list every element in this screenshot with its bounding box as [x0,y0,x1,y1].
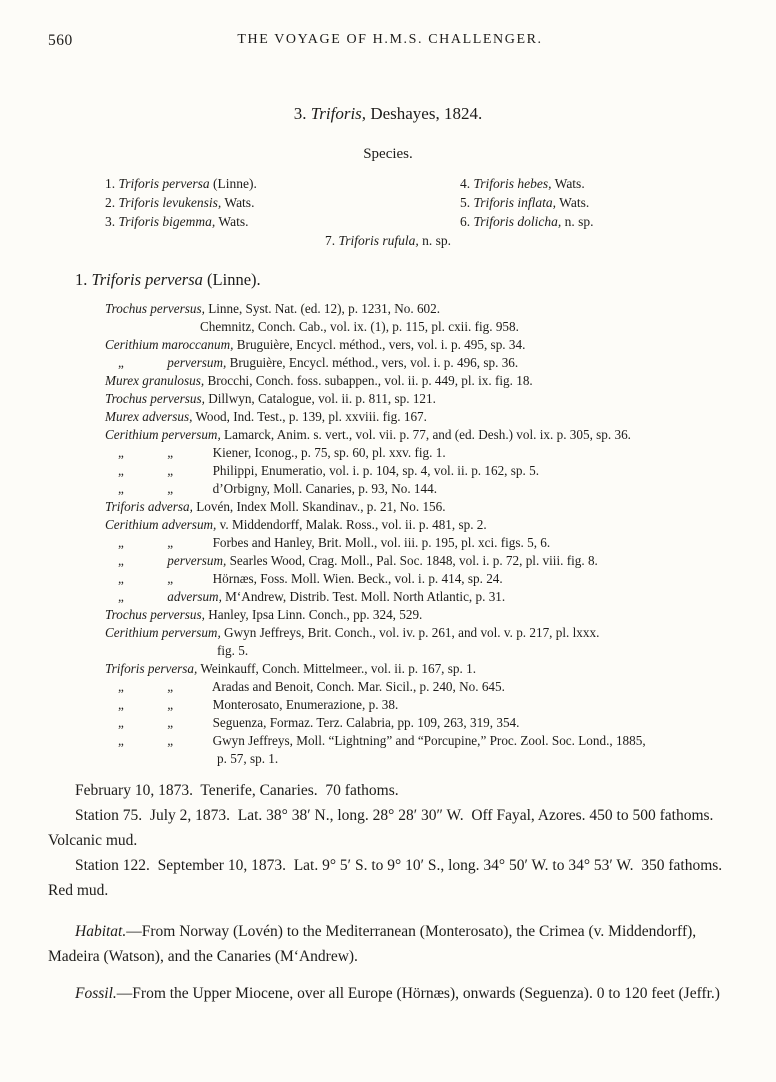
species-list-left-column [105,174,257,231]
ditto-mark: „ [167,481,174,496]
genus-author: Deshayes, 1824. [370,104,483,123]
synonymy-entry [105,696,742,714]
genus-heading [0,102,776,126]
synonymy-entry [105,678,742,696]
record-paragraph: February 10, 1873. Tenerife, Canaries. 70 fathoms. [75,782,399,799]
synonymy-entry [105,570,742,588]
synonymy-entry [105,516,742,534]
citation-text: Chemnitz, Conch. Cab., vol. ix. (1), p. 115, pl. cxii. fig. 958. [200,319,519,334]
species-list-right-column [460,174,594,231]
synonymy-entry [105,498,742,516]
synonymy-entry [105,534,742,552]
species-name: perversum, [167,355,227,370]
habitat-text: —From Norway (Lovén) to the Mediterranean (Monterosato), the Crimea (v. Middendorff), Madeira (Watson), and the Canaries (M‘Andrew). [48,923,697,965]
synonymy-entry [105,462,742,480]
citation-text: Monterosato, Enumerazione, p. 38. [212,697,399,712]
species-name: Triforis hebes, [473,176,552,191]
ditto-mark: „ [167,463,174,478]
species-number: 3. [105,214,116,229]
section-author: (Linne). [207,270,261,289]
citation-text: Bruguière, Encycl. méthod., vers, vol. i. p. 496, sp. 36. [229,355,519,370]
citation-text: Brocchi, Conch. foss. subappen., vol. ii. p. 449, pl. ix. fig. 18. [207,373,533,388]
species-name: Triforis levukensis, [118,195,222,210]
species-name: Triforis perversa [118,176,210,191]
station-records [48,778,734,903]
synonymy-entry [105,444,742,462]
fossil-label: Fossil. [75,985,117,1002]
citation-text: Lamarck, Anim. s. vert., vol. vii. p. 77, and (ed. Desh.) vol. ix. p. 305, sp. 36. [224,427,631,442]
synonymy-entry [105,552,742,570]
synonymy-entry [105,642,742,660]
species-name: Trochus perversus, [105,607,205,622]
running-title: THE VOYAGE OF H.M.S. CHALLENGER. [237,32,543,47]
species-name: Triforis rufula, [338,233,419,248]
citation-text: Weinkauff, Conch. Mittelmeer., vol. ii. p. 167, sp. 1. [200,661,476,676]
synonymy-entry [105,480,742,498]
genus-number: 3. [293,104,307,123]
species-list-item [460,193,594,212]
section-heading [75,268,776,292]
synonymy-entry [105,336,742,354]
ditto-mark: „ [167,571,174,586]
citation-text: Seguenza, Formaz. Terz. Calabria, pp. 109, 263, 319, 354. [212,715,520,730]
synonymy-entry [105,588,742,606]
species-name: adversum, [167,589,222,604]
species-label: Species. [363,146,413,162]
species-author: Wats. [554,176,585,191]
ditto-mark: „ [118,553,124,568]
species-number: 4. [460,176,471,191]
habitat-label: Habitat. [75,923,127,940]
synonymy-entry [105,714,742,732]
species-list-item-center [0,231,776,250]
ditto-mark: „ [118,589,124,604]
species-name: Triforis perversa, [105,661,198,676]
synonymy-entry [105,624,742,642]
citation-text: Searles Wood, Crag. Moll., Pal. Soc. 1848, vol. i. p. 72, pl. viii. fig. 8. [229,553,598,568]
ditto-mark: „ [167,679,174,694]
ditto-mark: „ [167,445,174,460]
citation-text: Linne, Syst. Nat. (ed. 12), p. 1231, No. 602. [208,301,441,316]
species-author: Wats. [559,195,590,210]
species-name: Triforis inflata, [473,195,557,210]
species-number: 1. [105,176,116,191]
species-list-item [460,174,594,193]
species-name: perversum, [167,553,227,568]
section-species-name: Triforis perversa [91,270,203,289]
species-author: (Linne). [213,176,257,191]
synonymy-entry [105,390,742,408]
citation-text: Dillwyn, Catalogue, vol. ii. p. 811, sp. 121. [208,391,436,406]
citation-text: M‘Andrew, Distrib. Test. Moll. North Atlantic, p. 31. [225,589,506,604]
species-number: 7. [324,233,336,248]
species-list [0,174,776,231]
ditto-mark: „ [118,571,124,586]
genus-name: Triforis, [310,104,367,123]
species-name: Murex granulosus, [105,373,205,388]
species-list-item [105,212,257,231]
ditto-mark: „ [118,481,124,496]
record-paragraph: Station 122. September 10, 1873. Lat. 9° 5′ S. to 9° 10′ S., long. 34° 50′ W. to 34° 53′ W. 350 fathoms. Red mud. [48,857,730,899]
ditto-mark: „ [118,733,124,748]
ditto-mark: „ [118,715,124,730]
citation-text: Hanley, Ipsa Linn. Conch., pp. 324, 529. [208,607,423,622]
species-list-item [105,193,257,212]
running-head [48,32,732,52]
species-name: Trochus perversus, [105,301,205,316]
species-number: 2. [105,195,116,210]
citation-text: Gwyn Jeffreys, Brit. Conch., vol. iv. p. 261, and vol. v. p. 217, pl. lxxx. [224,625,600,640]
citation-text: v. Middendorff, Malak. Ross., vol. ii. p. 481, sp. 2. [219,517,487,532]
species-name: Triforis dolicha, [473,214,562,229]
citation-text: Kiener, Iconog., p. 75, sp. 60, pl. xxv. fig. 1. [212,445,446,460]
citation-text: p. 57, sp. 1. [217,751,279,766]
citation-text: Gwyn Jeffreys, Moll. “Lightning” and “Porcupine,” Proc. Zool. Soc. Lond., 1885, [212,733,646,748]
habitat-paragraph [48,919,734,969]
species-author: n. sp. [422,233,452,248]
page-number: 560 [48,32,73,49]
species-author: Wats. [218,214,249,229]
fossil-text: —From the Upper Miocene, over all Europe (Hörnæs), onwards (Seguenza). 0 to 120 feet (Jeffr.) [116,985,720,1002]
section-number: 1. [75,270,88,289]
species-number: 6. [460,214,471,229]
ditto-mark: „ [167,697,174,712]
species-name: Cerithium perversum, [105,625,221,640]
ditto-mark: „ [118,535,124,550]
species-name: Cerithium perversum, [105,427,221,442]
citation-text: Philippi, Enumeratio, vol. i. p. 104, sp. 4, vol. ii. p. 162, sp. 5. [212,463,539,478]
ditto-mark: „ [167,715,174,730]
citation-text: Aradas and Benoit, Conch. Mar. Sicil., p. 240, No. 645. [211,679,505,694]
synonymy-entry [105,372,742,390]
synonymy-entry [105,318,742,336]
ditto-mark: „ [118,679,124,694]
species-author: n. sp. [564,214,594,229]
citation-text: Lovén, Index Moll. Skandinav., p. 21, No. 156. [196,499,446,514]
synonymy-entry [105,426,742,444]
citation-text: fig. 5. [217,643,249,658]
synonymy-entry [105,606,742,624]
species-name: Cerithium adversum, [105,517,217,532]
species-list-item [460,212,594,231]
citation-text: Wood, Ind. Test., p. 139, pl. xxviii. fig. 167. [195,409,427,424]
species-name: Trochus perversus, [105,391,205,406]
synonymy-list [105,300,742,768]
synonymy-entry [105,750,742,768]
citation-text: Bruguière, Encycl. méthod., vers, vol. i. p. 495, sp. 34. [236,337,526,352]
species-name: Triforis bigemma, [118,214,216,229]
citation-text: Forbes and Hanley, Brit. Moll., vol. iii. p. 195, pl. xci. figs. 5, 6. [212,535,551,550]
species-name: Triforis adversa, [105,499,193,514]
species-name: Murex adversus, [105,409,193,424]
synonymy-entry [105,300,742,318]
ditto-mark: „ [118,697,124,712]
synonymy-entry [105,660,742,678]
species-number: 5. [460,195,471,210]
book-page [0,32,776,1082]
ditto-mark: „ [167,733,174,748]
species-name: Cerithium maroccanum, [105,337,234,352]
synonymy-entry [105,408,742,426]
synonymy-entry [105,354,742,372]
ditto-mark: „ [167,535,174,550]
ditto-mark: „ [118,355,124,370]
synonymy-entry [105,732,742,750]
ditto-mark: „ [118,463,124,478]
fossil-paragraph [48,981,734,1006]
ditto-mark: „ [118,445,124,460]
citation-text: d’Orbigny, Moll. Canaries, p. 93, No. 144. [212,481,437,496]
citation-text: Hörnæs, Foss. Moll. Wien. Beck., vol. i. p. 414, sp. 24. [212,571,503,586]
species-author: Wats. [224,195,255,210]
record-paragraph: Station 75. July 2, 1873. Lat. 38° 38′ N., long. 28° 28′ 30″ W. Off Fayal, Azores. 450 to 500 fathoms. Volcanic mud. [48,807,721,849]
species-list-item [105,174,257,193]
